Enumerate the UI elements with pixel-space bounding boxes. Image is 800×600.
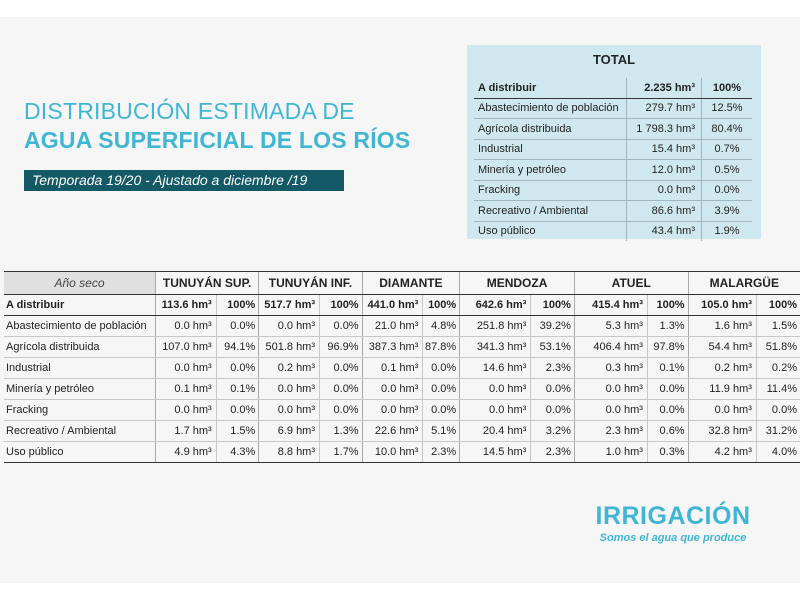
total-row [474,139,752,160]
cell-percent: 3.2% [531,421,575,442]
total-row-value: 86.6 hm³ [627,201,702,222]
cell-percent: 1.7% [320,442,363,463]
total-panel [467,45,761,239]
total-row-percent: 0.0% [702,180,753,201]
total-row [474,160,752,181]
total-row-percent: 80.4% [702,119,753,140]
cell-volume: 517.7 hm³ [259,295,320,316]
cell-volume: 0.0 hm³ [362,379,423,400]
cell-volume: 0.0 hm³ [156,358,217,379]
rivers-corner-label: Año seco [4,272,156,295]
cell-percent: 100% [216,295,259,316]
cell-volume: 1.6 hm³ [688,316,756,337]
cell-volume: 341.3 hm³ [460,337,531,358]
table-row [4,400,800,421]
cell-volume: 5.3 hm³ [574,316,647,337]
cell-percent: 1.3% [647,316,688,337]
cell-volume: 8.8 hm³ [259,442,320,463]
cell-percent: 0.0% [756,400,800,421]
total-table [474,78,752,241]
cell-volume: 251.8 hm³ [460,316,531,337]
cell-percent: 51.8% [756,337,800,358]
cell-percent: 0.0% [647,379,688,400]
cell-volume: 4.9 hm³ [156,442,217,463]
cell-volume: 0.0 hm³ [460,379,531,400]
table-row [4,316,800,337]
cell-percent: 0.0% [320,379,363,400]
total-row-value: 279.7 hm³ [627,98,702,119]
row-label: Minería y petróleo [4,379,156,400]
river-column-header: ATUEL [574,272,688,295]
total-row-value: 2.235 hm³ [627,78,702,98]
row-label: Uso público [4,442,156,463]
total-row-percent: 100% [702,78,753,98]
total-row-percent: 0.7% [702,139,753,160]
cell-volume: 406.4 hm³ [574,337,647,358]
cell-percent: 94.1% [216,337,259,358]
cell-volume: 21.0 hm³ [362,316,423,337]
cell-percent: 100% [320,295,363,316]
cell-percent: 2.3% [423,442,460,463]
cell-volume: 14.6 hm³ [460,358,531,379]
cell-percent: 4.3% [216,442,259,463]
cell-volume: 0.3 hm³ [574,358,647,379]
cell-volume: 2.3 hm³ [574,421,647,442]
total-row-label: Recreativo / Ambiental [474,201,627,222]
river-column-header: DIAMANTE [362,272,460,295]
cell-percent: 0.0% [423,400,460,421]
table-row [4,295,800,316]
total-row [474,201,752,222]
cell-percent: 0.3% [647,442,688,463]
cell-volume: 20.4 hm³ [460,421,531,442]
irrigacion-logo [588,502,758,544]
cell-percent: 53.1% [531,337,575,358]
total-row-label: Abastecimiento de población [474,98,627,119]
total-row-value: 15.4 hm³ [627,139,702,160]
cell-percent: 0.0% [531,379,575,400]
cell-volume: 0.0 hm³ [156,316,217,337]
row-label: Abastecimiento de población [4,316,156,337]
row-label: Industrial [4,358,156,379]
cell-percent: 1.5% [756,316,800,337]
cell-volume: 0.0 hm³ [362,400,423,421]
table-row [4,442,800,463]
cell-volume: 14.5 hm³ [460,442,531,463]
cell-volume: 0.0 hm³ [259,316,320,337]
cell-volume: 6.9 hm³ [259,421,320,442]
total-row-percent: 12.5% [702,98,753,119]
total-row [474,180,752,201]
total-heading: TOTAL [592,52,636,67]
cell-volume: 441.0 hm³ [362,295,423,316]
total-row-label: Fracking [474,180,627,201]
cell-percent: 0.0% [216,358,259,379]
rivers-table [4,271,800,463]
cell-percent: 87.8% [423,337,460,358]
cell-volume: 0.0 hm³ [259,379,320,400]
cell-percent: 0.0% [320,316,363,337]
total-row-value: 0.0 hm³ [627,180,702,201]
total-row [474,221,752,241]
river-column-header: TUNUYÁN INF. [259,272,362,295]
logo-tagline: Somos el agua que produce [599,532,747,544]
cell-percent: 1.3% [320,421,363,442]
total-row [474,78,752,98]
cell-volume: 0.1 hm³ [156,379,217,400]
row-label: Fracking [4,400,156,421]
cell-percent: 97.8% [647,337,688,358]
total-row-label: Minería y petróleo [474,160,627,181]
cell-percent: 0.0% [423,358,460,379]
cell-volume: 0.0 hm³ [156,400,217,421]
cell-volume: 11.9 hm³ [688,379,756,400]
cell-volume: 387.3 hm³ [362,337,423,358]
table-row [4,337,800,358]
cell-percent: 31.2% [756,421,800,442]
cell-volume: 0.0 hm³ [688,400,756,421]
row-label: Agrícola distribuida [4,337,156,358]
total-row-percent: 3.9% [702,201,753,222]
cell-volume: 642.6 hm³ [460,295,531,316]
table-row [4,379,800,400]
cell-percent: 39.2% [531,316,575,337]
row-label: A distribuir [4,295,156,316]
cell-percent: 100% [756,295,800,316]
cell-volume: 22.6 hm³ [362,421,423,442]
cell-volume: 32.8 hm³ [688,421,756,442]
season-banner: Temporada 19/20 - Ajustado a diciembre /19 [24,170,344,191]
cell-volume: 0.2 hm³ [259,358,320,379]
river-column-header: MENDOZA [460,272,575,295]
page-title-line1: DISTRIBUCIÓN ESTIMADA DE [24,98,355,124]
cell-volume: 1.7 hm³ [156,421,217,442]
cell-percent: 0.0% [423,379,460,400]
cell-percent: 0.0% [216,400,259,421]
cell-percent: 0.0% [647,400,688,421]
cell-percent: 96.9% [320,337,363,358]
total-row-label: Industrial [474,139,627,160]
cell-volume: 0.0 hm³ [574,400,647,421]
cell-percent: 0.1% [216,379,259,400]
total-row [474,98,752,119]
cell-volume: 0.2 hm³ [688,358,756,379]
cell-volume: 113.6 hm³ [156,295,217,316]
total-row-value: 12.0 hm³ [627,160,702,181]
table-row [4,358,800,379]
total-row-percent: 1.9% [714,225,740,238]
cell-percent: 2.3% [531,358,575,379]
total-row-label: Uso público [474,221,627,241]
cell-percent: 0.0% [320,400,363,421]
river-column-header: MALARGÜE [688,272,800,295]
total-row [474,119,752,140]
cell-percent: 100% [647,295,688,316]
cell-percent: 100% [531,295,575,316]
cell-percent: 0.6% [647,421,688,442]
cell-volume: 0.0 hm³ [259,400,320,421]
cell-percent: 2.3% [531,442,575,463]
cell-percent: 0.2% [756,358,800,379]
cell-percent: 4.8% [423,316,460,337]
total-row-label: A distribuir [474,78,627,98]
cell-percent: 100% [423,295,460,316]
cell-volume: 501.8 hm³ [259,337,320,358]
total-row-value: 43.4 hm³ [627,221,702,241]
river-column-header: TUNUYÁN SUP. [156,272,259,295]
total-row-percent: 0.5% [702,160,753,181]
logo-name: IRRIGACIÓN [595,502,751,530]
cell-percent: 0.0% [320,358,363,379]
cell-percent: 0.1% [647,358,688,379]
cell-volume: 10.0 hm³ [362,442,423,463]
table-row [4,421,800,442]
cell-percent: 0.0% [531,400,575,421]
page-title [24,97,410,155]
cell-volume: 1.0 hm³ [574,442,647,463]
page-title-line2: AGUA SUPERFICIAL DE LOS RÍOS [24,127,411,153]
cell-percent: 5.1% [423,421,460,442]
cell-percent: 4.0% [756,442,800,463]
cell-percent: 1.5% [216,421,259,442]
cell-volume: 107.0 hm³ [156,337,217,358]
cell-percent: 0.0% [216,316,259,337]
total-row-value: 1 798.3 hm³ [627,119,702,140]
cell-volume: 105.0 hm³ [688,295,756,316]
cell-percent: 11.4% [756,379,800,400]
cell-volume: 415.4 hm³ [574,295,647,316]
cell-volume: 0.1 hm³ [362,358,423,379]
total-row-label: Agrícola distribuida [474,119,627,140]
cell-volume: 0.0 hm³ [574,379,647,400]
cell-volume: 54.4 hm³ [688,337,756,358]
cell-volume: 0.0 hm³ [460,400,531,421]
row-label: Recreativo / Ambiental [4,421,156,442]
cell-volume: 4.2 hm³ [688,442,756,463]
